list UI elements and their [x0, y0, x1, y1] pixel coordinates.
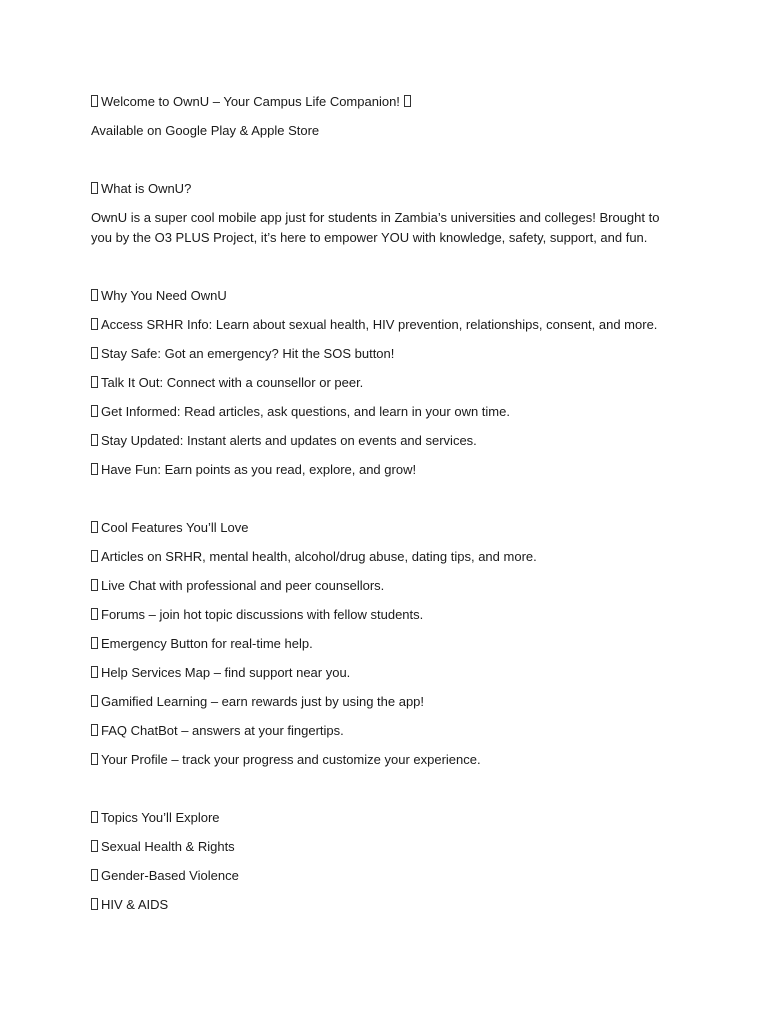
list-item: Get Informed: Read articles, ask questions, and learn in your own time.: [91, 402, 671, 422]
list-item: Stay Updated: Instant alerts and updates on events and services.: [91, 431, 671, 451]
list-item: HIV & AIDS: [91, 895, 671, 915]
document-page: [91, 92, 671, 915]
emoji-placeholder-icon: [91, 811, 98, 823]
section-heading-why: Why You Need OwnU: [91, 286, 671, 306]
list-item: Talk It Out: Connect with a counsellor or peer.: [91, 373, 671, 393]
list-item: Stay Safe: Got an emergency? Hit the SOS button!: [91, 344, 671, 364]
emoji-placeholder-icon: [404, 95, 411, 107]
emoji-placeholder-icon: [91, 521, 98, 533]
emoji-placeholder-icon: [91, 434, 98, 446]
emoji-placeholder-icon: [91, 182, 98, 194]
emoji-placeholder-icon: [91, 579, 98, 591]
emoji-placeholder-icon: [91, 289, 98, 301]
list-item: Help Services Map – find support near you.: [91, 663, 671, 683]
section-heading-features: Cool Features You’ll Love: [91, 518, 671, 538]
emoji-placeholder-icon: [91, 724, 98, 736]
emoji-placeholder-icon: [91, 405, 98, 417]
emoji-placeholder-icon: [91, 869, 98, 881]
emoji-placeholder-icon: [91, 347, 98, 359]
emoji-placeholder-icon: [91, 840, 98, 852]
emoji-placeholder-icon: [91, 753, 98, 765]
emoji-placeholder-icon: [91, 695, 98, 707]
emoji-placeholder-icon: [91, 318, 98, 330]
list-item: Gender-Based Violence: [91, 866, 671, 886]
section-heading-about: What is OwnU?: [91, 179, 671, 199]
section-heading-topics: Topics You’ll Explore: [91, 808, 671, 828]
list-item: FAQ ChatBot – answers at your fingertips.: [91, 721, 671, 741]
availability-text: Available on Google Play & Apple Store: [91, 123, 320, 138]
list-item: Have Fun: Earn points as you read, explore, and grow!: [91, 460, 671, 480]
list-item: Your Profile – track your progress and customize your experience.: [91, 750, 671, 770]
list-item: Sexual Health & Rights: [91, 837, 671, 857]
list-item: Access SRHR Info: Learn about sexual health, HIV prevention, relationships, consent, and more.: [91, 315, 671, 335]
emoji-placeholder-icon: [91, 95, 98, 107]
emoji-placeholder-icon: [91, 376, 98, 388]
emoji-placeholder-icon: [91, 608, 98, 620]
emoji-placeholder-icon: [91, 463, 98, 475]
emoji-placeholder-icon: [91, 637, 98, 649]
list-item: Emergency Button for real-time help.: [91, 634, 671, 654]
emoji-placeholder-icon: [91, 550, 98, 562]
emoji-placeholder-icon: [91, 898, 98, 910]
list-item: Forums – join hot topic discussions with fellow students.: [91, 605, 671, 625]
list-item: Articles on SRHR, mental health, alcohol/drug abuse, dating tips, and more.: [91, 547, 671, 567]
emoji-placeholder-icon: [91, 666, 98, 678]
document-title: Welcome to OwnU – Your Campus Life Companion!: [91, 92, 671, 112]
list-item: Gamified Learning – earn rewards just by using the app!: [91, 692, 671, 712]
about-paragraph: OwnU is a super cool mobile app just for students in Zambia’s universities and colleges! Brought to you by the O3 PLUS Project, it’s here to empower YOU with knowledge, safety, support, and fun.: [91, 210, 660, 245]
list-item: Live Chat with professional and peer counsellors.: [91, 576, 671, 596]
